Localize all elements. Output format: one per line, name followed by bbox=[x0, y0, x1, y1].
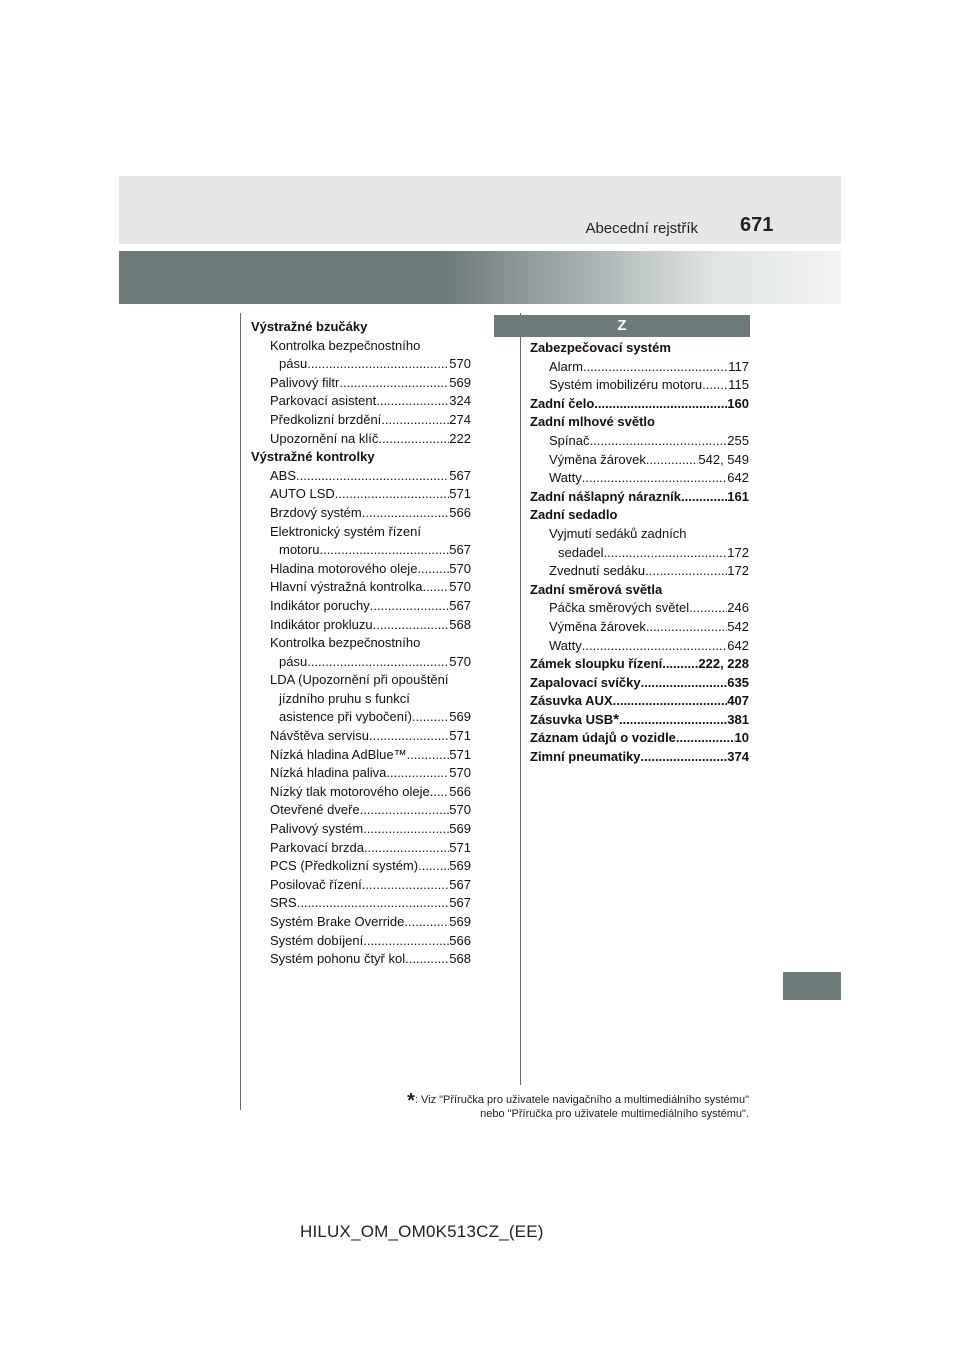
entry-term: Brzdový systém bbox=[270, 504, 362, 520]
index-entry bbox=[251, 467, 471, 486]
index-entry bbox=[251, 541, 471, 560]
entry-page: 542 bbox=[727, 618, 749, 634]
entry-page: 569 bbox=[449, 914, 471, 929]
index-entry bbox=[251, 894, 471, 913]
dot-leader bbox=[296, 467, 449, 486]
dot-leader bbox=[589, 432, 727, 451]
index-entry bbox=[251, 839, 471, 858]
index-entry bbox=[530, 748, 749, 767]
entry-term: pásu bbox=[279, 653, 308, 669]
entry-term: Předkolizní brzdění bbox=[270, 411, 382, 427]
dot-leader bbox=[681, 488, 727, 507]
dot-leader bbox=[376, 392, 449, 411]
index-entry bbox=[530, 599, 749, 618]
entry-page: 567 bbox=[449, 542, 471, 558]
entry-term: Watty bbox=[549, 470, 582, 486]
entry-page: 374 bbox=[727, 749, 749, 765]
index-subheading: Vyjmutí sedáků zadních bbox=[549, 525, 687, 541]
entry-term: Nízký tlak motorového oleje bbox=[270, 783, 430, 799]
entry-page: 566 bbox=[449, 783, 471, 799]
entry-page: 568 bbox=[449, 951, 471, 967]
entry-term: Zimní pneumatiky bbox=[530, 749, 641, 765]
entry-page: 642 bbox=[727, 637, 749, 653]
index-subheading: Kontrolka bezpečnostního bbox=[270, 635, 421, 651]
entry-page: 569 bbox=[449, 821, 471, 837]
dot-leader bbox=[594, 395, 727, 414]
entry-term: Watty bbox=[549, 637, 582, 653]
index-entry bbox=[251, 374, 471, 393]
dot-leader bbox=[662, 655, 698, 674]
index-subheading: Kontrolka bezpečnostního bbox=[270, 337, 421, 353]
dot-leader bbox=[645, 562, 727, 581]
entry-term: Posilovač řízení bbox=[270, 876, 362, 892]
index-entry bbox=[251, 485, 471, 504]
dot-leader bbox=[582, 469, 728, 488]
entry-page: 570 bbox=[449, 579, 471, 595]
dot-leader bbox=[422, 578, 449, 597]
entry-term: Systém pohonu čtyř kol bbox=[270, 951, 406, 967]
index-entry bbox=[251, 932, 471, 951]
dot-leader bbox=[405, 950, 449, 969]
entry-footnote-star: * bbox=[613, 710, 619, 728]
dot-leader bbox=[381, 411, 449, 430]
entry-term: Záznam údajů o vozidle bbox=[530, 730, 676, 746]
left-column-rule bbox=[240, 313, 241, 1110]
index-entry bbox=[251, 616, 471, 635]
index-entry bbox=[530, 432, 749, 451]
entry-term: Návštěva servisu bbox=[270, 728, 369, 744]
entry-page: 222 bbox=[449, 430, 471, 446]
entry-page: 115 bbox=[728, 377, 749, 393]
entry-page: 635 bbox=[727, 674, 749, 690]
index-entry bbox=[251, 764, 471, 783]
index-entry bbox=[251, 411, 471, 430]
entry-page: 160 bbox=[727, 395, 749, 411]
index-entry bbox=[530, 469, 749, 488]
entry-term: Systém dobíjení bbox=[270, 932, 364, 948]
entry-page: 10 bbox=[734, 730, 749, 746]
entry-page: 571 bbox=[449, 728, 471, 744]
z-section-header: Z bbox=[494, 315, 750, 337]
index-entry bbox=[251, 876, 471, 895]
dot-leader bbox=[583, 358, 728, 377]
entry-page: 542, 549 bbox=[698, 451, 749, 467]
index-entry bbox=[530, 358, 749, 377]
index-entry bbox=[251, 820, 471, 839]
index-entry bbox=[251, 597, 471, 616]
dot-leader bbox=[641, 674, 728, 693]
entry-term: Palivový filtr bbox=[270, 374, 340, 390]
side-tab bbox=[783, 972, 841, 1000]
gradient-band bbox=[119, 251, 841, 304]
dot-leader bbox=[430, 783, 450, 802]
index-entry bbox=[251, 504, 471, 523]
dot-leader bbox=[362, 876, 450, 895]
entry-term: Parkovací brzda bbox=[270, 839, 364, 855]
page-number: 671 bbox=[740, 214, 774, 236]
index-column-right bbox=[530, 339, 749, 767]
entry-page: 570 bbox=[449, 765, 471, 781]
entry-term: Hladina motorového oleje bbox=[270, 560, 418, 576]
index-subheading: LDA (Upozornění při opouštění bbox=[270, 672, 449, 688]
index-entry bbox=[251, 913, 471, 932]
index-entry bbox=[251, 653, 471, 672]
index-entry bbox=[251, 430, 471, 449]
dot-leader bbox=[689, 599, 727, 618]
index-entry bbox=[251, 727, 471, 746]
index-entry bbox=[530, 562, 749, 581]
dot-leader bbox=[339, 374, 449, 393]
entry-term: Zásuvka AUX bbox=[530, 693, 613, 709]
entry-page: 274 bbox=[449, 411, 471, 427]
footnote-line-2: nebo "Příručka pro uživatele multimediálního systému". bbox=[480, 1108, 749, 1120]
index-heading: Zadní mlhové světlo bbox=[530, 414, 655, 430]
index-entry bbox=[530, 376, 749, 395]
footnote bbox=[309, 1090, 749, 1121]
dot-leader bbox=[404, 913, 449, 932]
index-heading: Zadní sedadlo bbox=[530, 507, 618, 523]
index-entry bbox=[530, 711, 749, 730]
entry-page: 571 bbox=[449, 839, 471, 855]
entry-term: asistence při vybočení) bbox=[279, 709, 412, 725]
index-entry bbox=[251, 708, 471, 727]
dot-leader bbox=[646, 451, 699, 470]
dot-leader bbox=[370, 597, 450, 616]
entry-page: 566 bbox=[449, 504, 471, 520]
dot-leader bbox=[646, 618, 727, 637]
entry-term: Indikátor prokluzu bbox=[270, 616, 373, 632]
entry-term: Zvednutí sedáku bbox=[549, 563, 646, 579]
entry-term: SRS bbox=[270, 895, 297, 911]
entry-page: 117 bbox=[728, 358, 749, 374]
entry-term: Spínač bbox=[549, 432, 590, 448]
entry-page: 172 bbox=[727, 544, 749, 560]
index-entry bbox=[530, 692, 749, 711]
entry-term: AUTO LSD bbox=[270, 486, 335, 502]
index-entry bbox=[251, 560, 471, 579]
entry-term: Zámek sloupku řízení bbox=[530, 656, 663, 672]
index-entry bbox=[251, 355, 471, 374]
entry-page: 324 bbox=[449, 393, 471, 409]
entry-term: Zadní nášlapný nárazník bbox=[530, 488, 681, 504]
index-entry bbox=[251, 857, 471, 876]
entry-term: Alarm bbox=[549, 358, 583, 374]
entry-page: 566 bbox=[449, 932, 471, 948]
entry-term: Hlavní výstražná kontrolka bbox=[270, 579, 423, 595]
index-heading: Výstražné kontrolky bbox=[251, 449, 375, 465]
index-subheading: Elektronický systém řízení bbox=[270, 523, 421, 539]
dot-leader bbox=[319, 541, 449, 560]
document-code: HILUX_OM_OM0K513CZ_(EE) bbox=[300, 1222, 544, 1241]
entry-page: 642 bbox=[727, 470, 749, 486]
index-entry bbox=[251, 746, 471, 765]
entry-term: pásu bbox=[279, 356, 308, 372]
entry-term: Zásuvka USB bbox=[530, 711, 614, 727]
index-heading: Zabezpečovací systém bbox=[530, 340, 671, 355]
dot-leader bbox=[335, 485, 450, 504]
index-entry bbox=[530, 637, 749, 656]
index-entry bbox=[530, 618, 749, 637]
entry-page: 569 bbox=[449, 709, 471, 725]
index-heading: Výstražné bzučáky bbox=[251, 319, 368, 334]
section-title: Abecední rejstřík bbox=[585, 220, 698, 237]
center-column-rule bbox=[520, 313, 521, 1085]
dot-leader bbox=[412, 708, 449, 727]
dot-leader bbox=[641, 748, 728, 767]
index-entry bbox=[530, 395, 749, 414]
entry-page: 570 bbox=[449, 802, 471, 818]
dot-leader bbox=[369, 727, 449, 746]
entry-term: Výměna žárovek bbox=[549, 451, 646, 467]
entry-page: 222, 228 bbox=[698, 656, 749, 672]
entry-term: ABS bbox=[270, 467, 297, 483]
entry-page: 567 bbox=[449, 467, 471, 483]
index-entry bbox=[530, 655, 749, 674]
dot-leader bbox=[362, 504, 450, 523]
dot-leader bbox=[364, 839, 449, 858]
index-entry bbox=[530, 544, 749, 563]
entry-page: 567 bbox=[449, 597, 471, 613]
entry-page: 570 bbox=[449, 560, 471, 576]
index-entry bbox=[530, 488, 749, 507]
entry-term: Otevřené dveře bbox=[270, 802, 360, 818]
dot-leader bbox=[363, 820, 449, 839]
index-entry bbox=[530, 729, 749, 748]
dot-leader bbox=[702, 376, 728, 395]
index-entry bbox=[251, 392, 471, 411]
entry-page: 246 bbox=[727, 600, 749, 616]
entry-page: 569 bbox=[449, 374, 471, 390]
header-band bbox=[119, 176, 841, 244]
index-entry bbox=[530, 674, 749, 693]
entry-term: Nízká hladina AdBlue™ bbox=[270, 746, 407, 762]
entry-page: 570 bbox=[449, 653, 471, 669]
entry-page: 571 bbox=[449, 746, 471, 762]
entry-term: Nízká hladina paliva bbox=[270, 765, 387, 781]
index-column-left bbox=[251, 318, 471, 969]
index-entry bbox=[251, 783, 471, 802]
dot-leader bbox=[407, 746, 450, 765]
entry-term: Upozornění na klíč bbox=[270, 430, 379, 446]
entry-term: Parkovací asistent bbox=[270, 393, 377, 409]
dot-leader bbox=[619, 711, 727, 730]
entry-page: 255 bbox=[727, 432, 749, 448]
index-subheading: jízdního pruhu s funkcí bbox=[279, 690, 410, 706]
dot-leader bbox=[297, 894, 450, 913]
entry-term: Systém imobilizéru motoru bbox=[549, 377, 703, 393]
dot-leader bbox=[373, 616, 450, 635]
dot-leader bbox=[417, 560, 449, 579]
entry-page: 567 bbox=[449, 876, 471, 892]
entry-page: 161 bbox=[727, 488, 749, 504]
dot-leader bbox=[378, 430, 449, 449]
entry-page: 569 bbox=[449, 858, 471, 874]
index-entry bbox=[251, 950, 471, 969]
entry-term: Indikátor poruchy bbox=[270, 597, 370, 613]
entry-page: 172 bbox=[727, 563, 749, 579]
entry-page: 568 bbox=[449, 616, 471, 632]
footnote-line-1: *: Viz "Příručka pro uživatele navigačního a multimediálního systému" bbox=[407, 1090, 749, 1112]
footnote-star: * bbox=[407, 1090, 415, 1112]
entry-term: sedadel bbox=[558, 544, 604, 560]
dot-leader bbox=[604, 544, 728, 563]
index-heading: Zadní směrová světla bbox=[530, 581, 663, 597]
entry-term: Výměna žárovek bbox=[549, 618, 646, 634]
entry-page: 567 bbox=[449, 895, 471, 911]
dot-leader bbox=[307, 653, 449, 672]
dot-leader bbox=[582, 637, 728, 656]
entry-term: Zadní čelo bbox=[530, 395, 595, 411]
entry-term: Páčka směrových světel bbox=[549, 600, 690, 616]
dot-leader bbox=[418, 857, 449, 876]
entry-page: 407 bbox=[727, 693, 749, 709]
dot-leader bbox=[676, 729, 735, 748]
dot-leader bbox=[360, 801, 450, 820]
entry-page: 571 bbox=[449, 486, 471, 502]
dot-leader bbox=[307, 355, 449, 374]
index-entry bbox=[251, 578, 471, 597]
dot-leader bbox=[386, 764, 449, 783]
entry-page: 381 bbox=[727, 711, 749, 727]
index-entry bbox=[530, 451, 749, 470]
entry-term: Systém Brake Override bbox=[270, 914, 405, 929]
index-entry bbox=[251, 801, 471, 820]
dot-leader bbox=[613, 692, 728, 711]
dot-leader bbox=[363, 932, 449, 951]
entry-term: PCS (Předkolizní systém) bbox=[270, 858, 419, 874]
entry-page: 570 bbox=[449, 356, 471, 372]
entry-term: Palivový systém bbox=[270, 821, 364, 837]
entry-term: motoru bbox=[279, 542, 320, 558]
entry-term: Zapalovací svíčky bbox=[530, 674, 641, 690]
